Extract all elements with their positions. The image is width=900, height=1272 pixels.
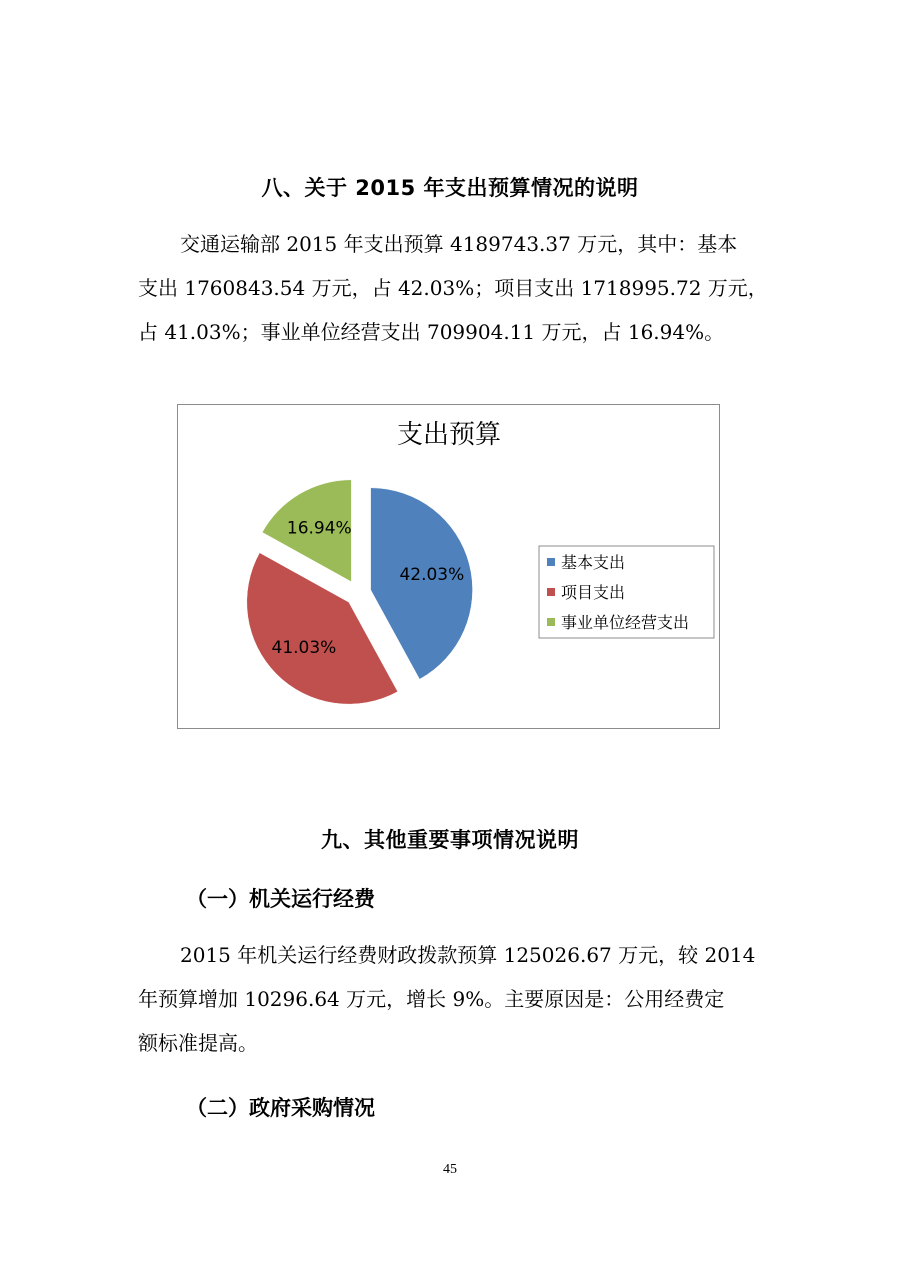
subsection-1-paragraph	[138, 933, 764, 1065]
paragraph-line: 支出 1760843.54 万元，占 42.03%；项目支出 1718995.72 万元，	[138, 276, 768, 300]
legend-swatch-1	[547, 558, 555, 566]
legend-swatch-3	[547, 618, 555, 626]
legend-swatch-2	[547, 588, 555, 596]
chart-canvas	[178, 405, 721, 730]
paragraph-line: 交通运输部 2015 年支出预算 4189743.37 万元，其中：基本	[180, 232, 738, 256]
paragraph-line: 额标准提高。	[138, 1031, 258, 1055]
section-9-heading: 九、其他重要事项情况说明	[321, 828, 579, 852]
paragraph-line: 占 41.03%；事业单位经营支出 709904.11 万元，占 16.94%。	[138, 320, 725, 344]
pie-data-label-3: 16.94%	[286, 518, 352, 539]
subsection-1-heading: （一）机关运行经费	[186, 887, 375, 911]
pie-data-label-2: 41.03%	[271, 637, 337, 658]
chart-legend	[539, 546, 714, 638]
expense-budget-pie-chart	[177, 404, 720, 729]
paragraph-line: 2015 年机关运行经费财政拨款预算 125026.67 万元，较 2014	[180, 943, 756, 967]
legend-label-3: 事业单位经营支出	[561, 613, 690, 632]
pie-data-label-1: 42.03%	[399, 565, 465, 586]
subsection-2-heading: （二）政府采购情况	[186, 1096, 375, 1120]
paragraph-line: 年预算增加 10296.64 万元，增长 9%。主要原因是：公用经费定	[138, 987, 725, 1011]
page-number: 45	[443, 1162, 457, 1177]
legend-label-2: 项目支出	[561, 583, 626, 602]
section-8-paragraph	[138, 222, 768, 354]
legend-label-1: 基本支出	[561, 553, 626, 572]
pie-slices	[247, 480, 473, 704]
chart-title: 支出预算	[396, 420, 502, 450]
section-8-heading: 八、关于 2015 年支出预算情况的说明	[261, 176, 639, 200]
